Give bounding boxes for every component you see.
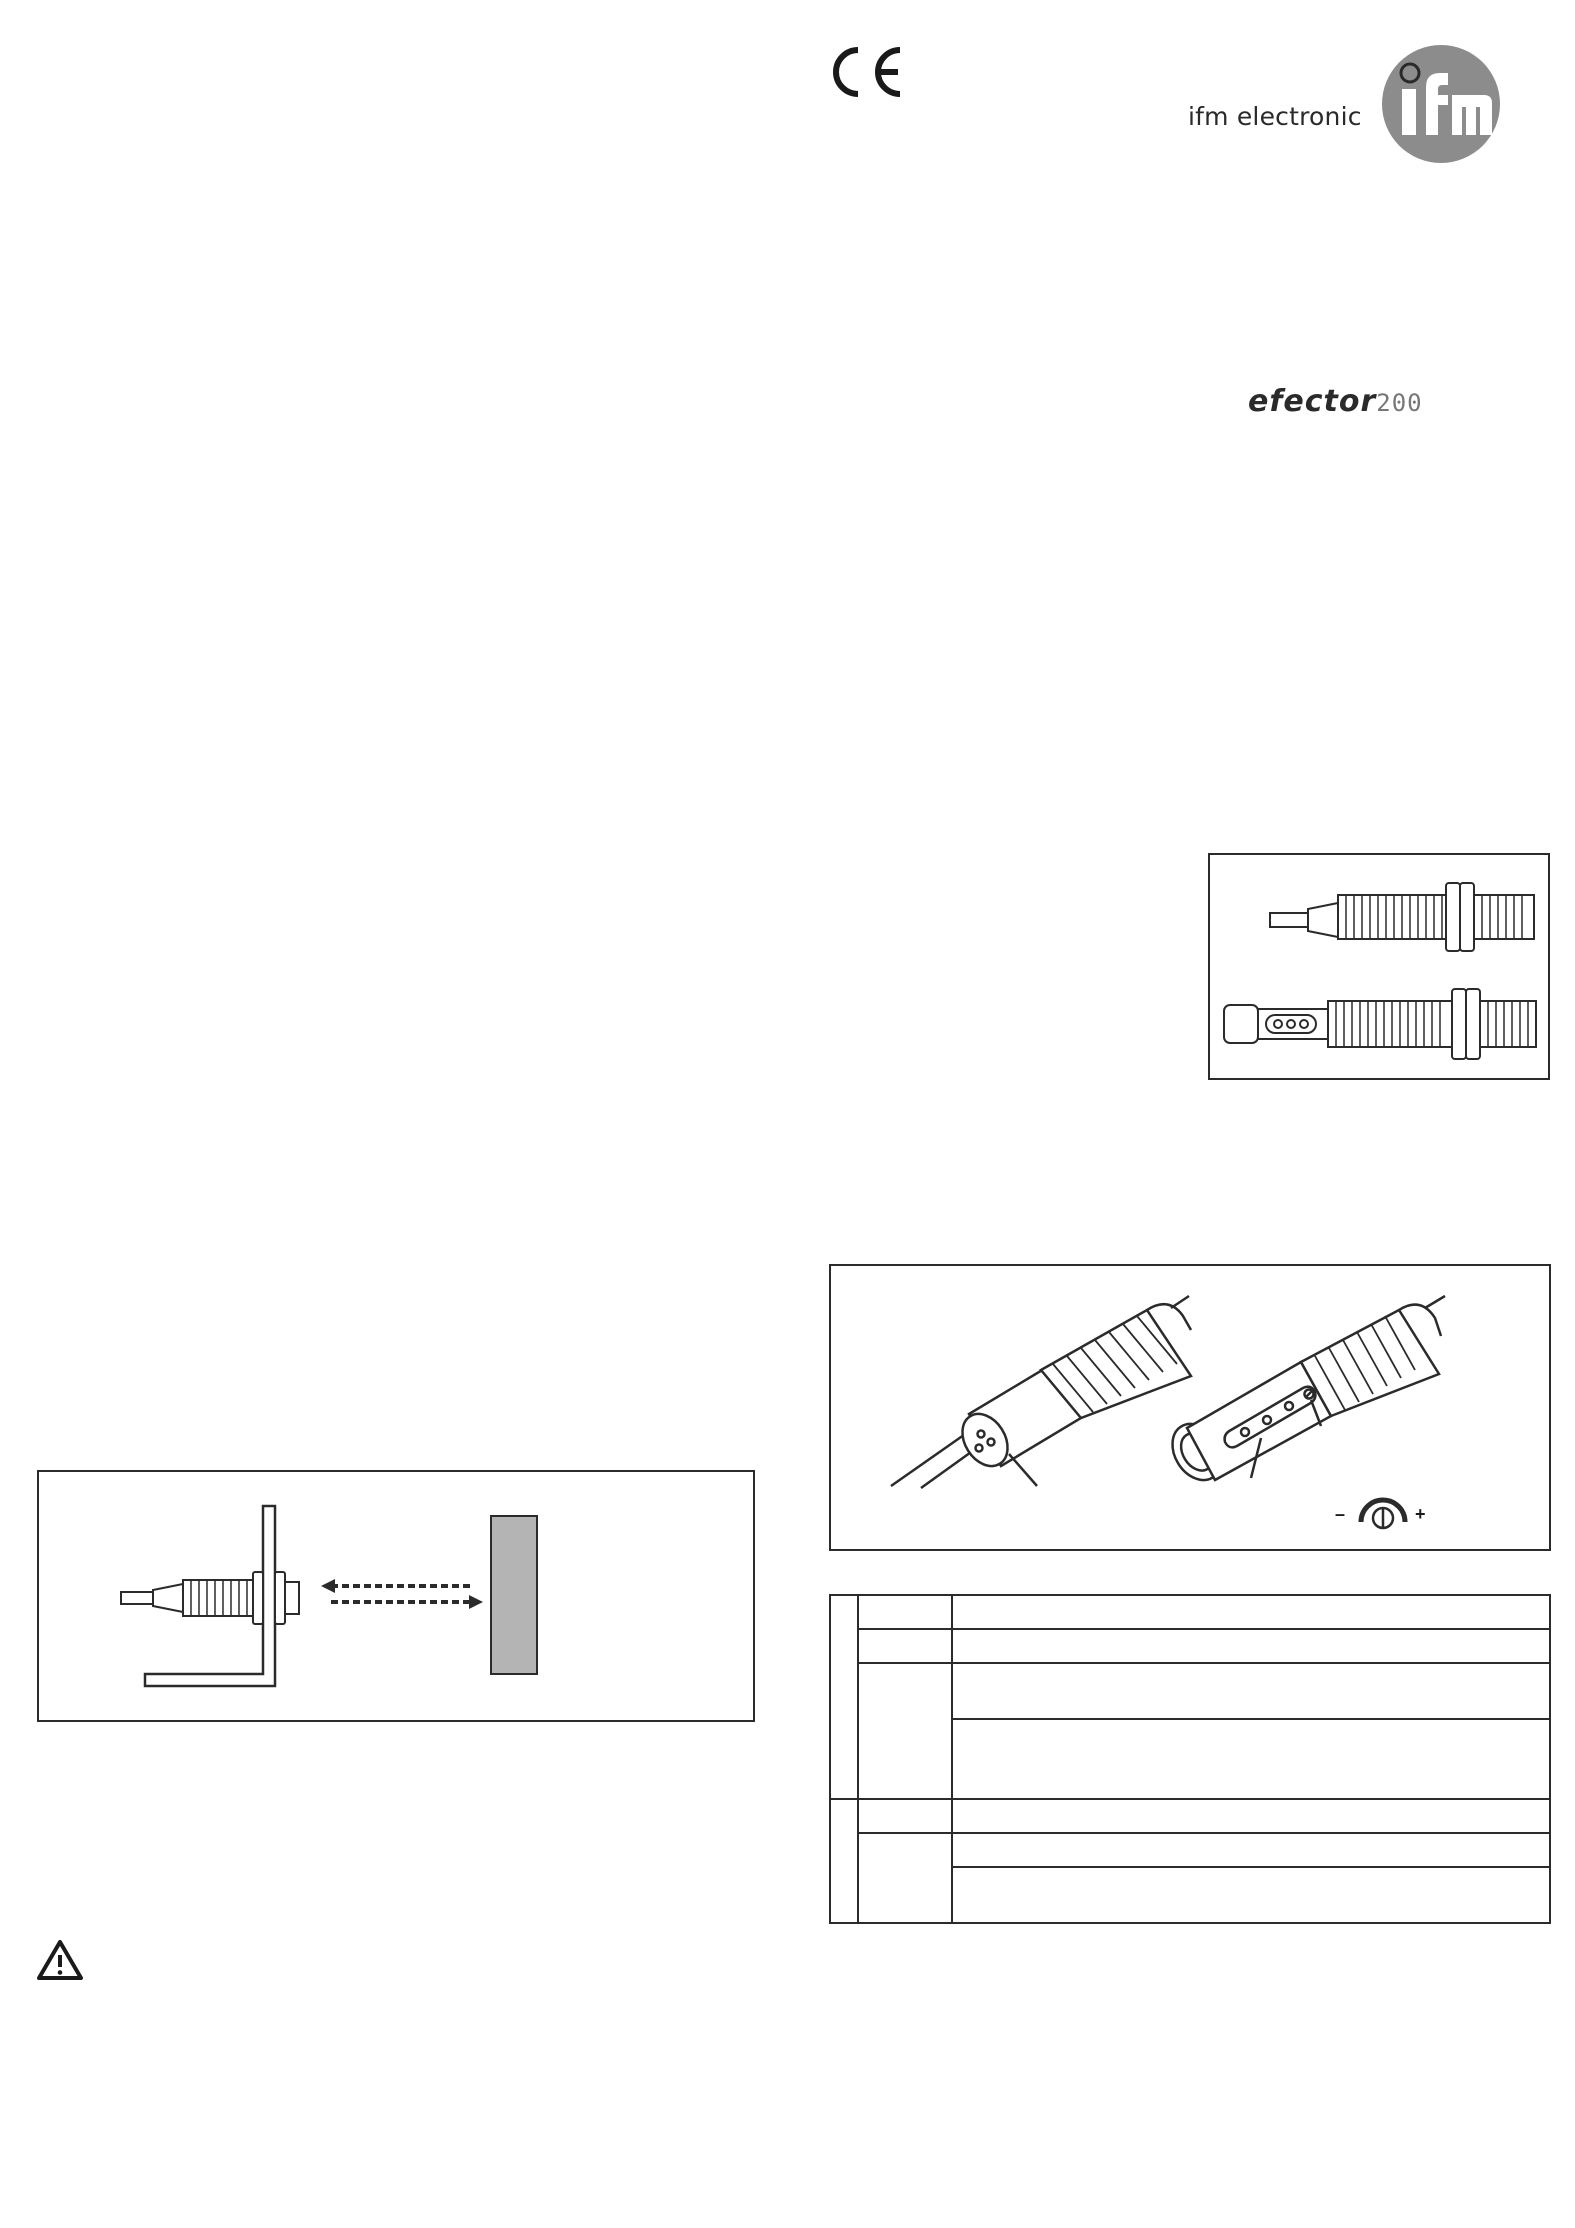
adjust-minus-label: – — [1335, 1504, 1346, 1524]
table-cell — [858, 1799, 952, 1833]
table-cell — [952, 1867, 1550, 1923]
table-row — [830, 1833, 1550, 1867]
table-row — [830, 1663, 1550, 1719]
ce-mark-icon — [828, 44, 908, 100]
table-group-cell — [830, 1595, 858, 1799]
efector-logo-suffix: 200 — [1376, 389, 1423, 417]
table-cell — [952, 1629, 1550, 1663]
mounting-figure — [37, 1470, 755, 1722]
warning-icon — [36, 1938, 84, 1982]
efector-logo-word: efector — [1248, 384, 1377, 419]
table-cell — [952, 1663, 1550, 1719]
connection-detail-drawing — [831, 1266, 1549, 1549]
spec-table — [829, 1594, 1551, 1924]
table-cell — [952, 1799, 1550, 1833]
cable-sensor-drawing — [1270, 883, 1534, 951]
table-cell — [858, 1629, 952, 1663]
table-cell — [858, 1663, 952, 1799]
table-cell — [858, 1833, 952, 1923]
adjust-plus-label: + — [1415, 1504, 1426, 1524]
table-cell — [952, 1595, 1550, 1629]
table-group-cell — [830, 1799, 858, 1923]
sensor-variants-drawing — [1210, 855, 1548, 1078]
table-cell — [952, 1833, 1550, 1867]
efector-logo — [1248, 384, 1423, 425]
beam-arrowheads — [321, 1579, 483, 1609]
mounting-drawing — [39, 1472, 753, 1720]
table-row — [830, 1799, 1550, 1833]
target-object — [491, 1516, 537, 1674]
table-cell — [952, 1719, 1550, 1799]
cable-end-drawing — [891, 1296, 1191, 1488]
table-row — [830, 1595, 1550, 1629]
ifm-logo-icon — [1380, 43, 1502, 165]
brand-name: ifm electronic — [1188, 102, 1362, 131]
connector-end-drawing — [1162, 1296, 1445, 1489]
table-row — [830, 1629, 1550, 1663]
connection-detail-figure — [829, 1264, 1551, 1551]
connector-sensor-drawing — [1224, 989, 1536, 1059]
beam-arrows — [331, 1586, 471, 1602]
sensor-variants-figure — [1208, 853, 1550, 1080]
adjust-symbol — [1361, 1500, 1405, 1528]
table-cell — [858, 1595, 952, 1629]
